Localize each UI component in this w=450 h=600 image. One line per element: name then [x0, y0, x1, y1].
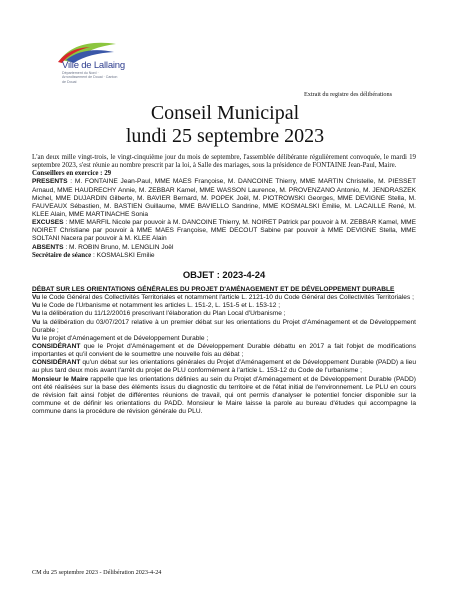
- title-line-date: lundi 25 septembre 2023: [125, 125, 325, 147]
- paragraph-text: le projet d'Aménagement et de Développement Durable ;: [40, 334, 209, 342]
- lead-word: CONSIDÉRANT: [32, 359, 81, 367]
- paragraph-text: rappelle que les orientations définies au sein du Projet d'Aménagement et de Développement Durable (PADD) ont été réalisées sur la base des éléments issus du diagnostic du territoire et de l'état initial de l'environnement. Le PLU en cours de révision fait ainsi l'objet de différentes réunions de travail, qui ont permis d'analyser le potentiel foncier disponible sur la commune et de définir les orientations du PADD. Monsieur le Maire laisse la parole au bureau d'études qui accompagne la commune dans la procédure de révision générale du PLU.: [32, 375, 416, 416]
- paragraph-vu-projet-padd: [32, 335, 416, 343]
- page-footer: CM du 25 septembre 2023 - Délibération 2023-4-24: [32, 569, 162, 576]
- lead-word: Vu: [32, 318, 41, 326]
- lead-word: CONSIDÉRANT: [32, 343, 81, 350]
- paragraph-text: que le Projet d'Aménagement et de Développement Durable débattu en 2017 a fait l'objet de modifications importantes et qu'il convient de le soumettre une nouvelle fois au débat ;: [32, 343, 416, 359]
- lead-word: Vu: [32, 310, 41, 318]
- absents-paragraph: [32, 244, 416, 252]
- subject-heading: DÉBAT SUR LES ORIENTATIONS GÉNÉRALES DU PROJET D'AMÉNAGEMENT ET DE DÉVELOPPEMENT DURABLE: [32, 285, 395, 293]
- presents-label: PRESENTS: [32, 178, 68, 186]
- excuses-label: EXCUSES: [32, 219, 64, 227]
- logo-tagline: Département du Nord · Arrondissement de Douai · Canton de Douai: [62, 71, 118, 84]
- secretaire-text: : KOSMALSKI Emilie: [91, 251, 155, 259]
- paragraph-considerant-modifications: [32, 343, 416, 359]
- deliberation-body: [32, 154, 416, 416]
- paragraph-vu-code-urbanisme: [32, 302, 416, 310]
- lead-word: Vu: [32, 294, 41, 302]
- paragraph-text: qu'un débat sur les orientations générales du Projet d'Aménagement et de Développement Durable (PADD) a lieu au plus tard deux mois avant l'arrêt du projet de PLU conformément à l'article L. 153-12 du Code de l'urbanisme ;: [32, 359, 416, 375]
- paragraph-vu-cgct: [32, 294, 416, 302]
- presents-text: : M. FONTAINE Jean-Paul, MME MAES Françoise, M. DANCOINE Thierry, MME MARTIN Christelle, M. PIESSET Arnaud, MME HAUDRECHY Annie, M. ZEBBAR Kamel, MME WASSON Laurence, M. PROVENZANO Antonio, M. JENDRASZEK Michel, MME DUJARDIN Gilberte, M. BAVIER Bernard, M. POPEK Joël, M. PIOTROWSKI Georges, MME DEVIGNE Stella, M. FAUVEAUX Sébastien, M. BASTIEN Guillaume, MME BAVIELLO Sandrine, MME KOSMALSKI Emilie, M. LACAILLE René, M. KLEE Alain, MME MARTINACHE Sonia: [32, 178, 416, 218]
- logo-town-name: Ville de Lallaing: [62, 60, 125, 71]
- paragraph-text: le Code de l'Urbanisme et notamment les articles L. 151-2, L. 151-5 et L. 153-12 ;: [40, 302, 281, 310]
- page-title: [0, 102, 450, 148]
- paragraph-vu-deliberation-2016: [32, 310, 416, 318]
- lead-word: Vu: [32, 334, 41, 342]
- excuses-paragraph: [32, 219, 416, 243]
- paragraph-text: la délibération du 03/07/2017 relative à un premier débat sur les orientations du Projet d'Aménagement et de Développement Durable ;: [32, 318, 416, 334]
- lead-word: Vu: [32, 302, 41, 310]
- excuses-text: : MME MARFIL Nicole par pouvoir à M. DANCOINE Thierry, M. NOIRET Patrick par pouvoir à M. ZEBBAR Kamel, MME NOIRET Christiane par pouvoir à MME MAES Françoise, MME DECOUT Sabine par pouvoir à MME DEVIGNE Stella, MME SOLTANI Nacera par pouvoir à M. KLEE Alain: [32, 219, 416, 243]
- registry-extract-label: Extrait du registre des délibérations: [304, 91, 392, 98]
- lead-word: Monsieur le Maire: [32, 375, 89, 383]
- secretaire-paragraph: [32, 252, 416, 260]
- secretaire-label: Secrétaire de séance: [32, 251, 92, 259]
- title-line-council: Conseil Municipal: [150, 102, 300, 124]
- intro-paragraph: L'an deux mille vingt-trois, le vingt-cinquième jour du mois de septembre, l'assemblée délibérante régulièrement convoquée, le mardi 19 septembre 2023, s'est réunie au nombre prescrit par la loi, à Salle des mariages, sous la présidence de FONTAINE Jean-Paul, Maire.: [32, 154, 416, 170]
- objet-heading: OBJET : 2023-4-24: [182, 268, 266, 280]
- paragraph-vu-deliberation-2017: [32, 319, 416, 335]
- paragraph-considerant-debat: [32, 359, 416, 375]
- absents-text: : M. ROBIN Bruno, M. LENGLIN Joël: [63, 243, 174, 251]
- conseillers-line: [32, 170, 416, 178]
- paragraph-text: le Code Général des Collectivités Territoriales et notamment l'article L. 2121-10 du Code Général des Collectivités Territoriales ;: [40, 294, 414, 302]
- paragraph-text: la délibération du 11/12/20016 prescrivant l'élaboration du Plan Local d'Urbanisme ;: [40, 310, 286, 318]
- presents-paragraph: [32, 178, 416, 219]
- conseillers-label: Conseillers en exercice : 29: [32, 170, 112, 178]
- absents-label: ABSENTS: [32, 243, 64, 251]
- paragraph-monsieur-le-maire: [32, 376, 416, 417]
